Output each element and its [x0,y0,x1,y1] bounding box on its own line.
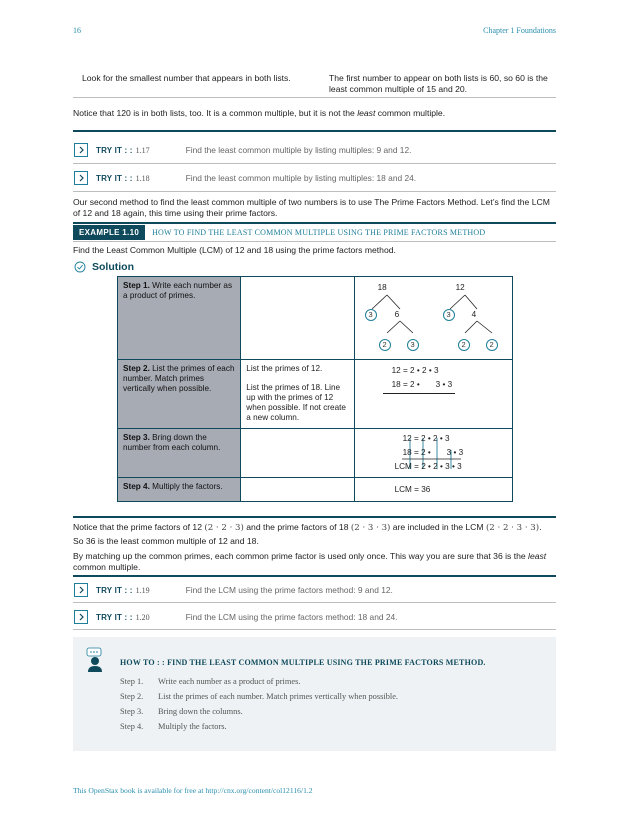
bring-down-cell [354,429,512,478]
try-it-label: TRY IT : : [96,145,133,155]
example-title: HOW TO FIND THE LEAST COMMON MULTIPLE USING THE PRIME FACTORS METHOD [152,228,486,237]
equation: 18 = 2 • 3 • 3 [391,380,453,389]
footer-link[interactable]: This OpenStax book is available for free at http://cnx.org/content/col12116/1.2 [73,786,313,795]
table-cell-right: The first number to appear on both lists is 60, so 60 is the least common multiple of 15 and 20. [329,73,548,94]
steps-table [117,276,513,502]
try-it-question: Find the LCM using the prime factors method: 18 and 24. [185,612,398,622]
table-row [118,478,513,502]
try-it-1-18[interactable] [74,171,416,185]
divider [73,602,556,603]
tree-node: 6 [394,310,400,319]
tree-node: 4 [471,310,477,319]
table-row [118,429,513,478]
list-item: Step 4. Multiply the factors. [120,722,227,731]
factor-tree-cell [354,277,512,360]
table-cell-left: Look for the smallest number that appears in both lists. [82,73,291,83]
example-header [73,225,485,240]
divider [73,191,556,192]
chevron-right-icon [74,143,88,157]
try-it-label: TRY IT : : [96,612,133,622]
prime-list-cell [354,360,512,429]
multiply-cell [354,478,512,502]
chevron-right-icon [74,583,88,597]
try-it-label: TRY IT : : [96,585,133,595]
prime-circle: 3 [443,309,455,321]
chevron-right-icon [74,610,88,624]
try-it-number: 1.18 [135,173,150,183]
step-middle-cell [241,429,354,478]
divider [73,516,556,518]
divider [73,575,556,577]
try-it-1-20[interactable] [74,610,398,624]
equation: 18 = 2 • 3 • 3 [402,448,464,457]
prime-circle: 3 [365,309,377,321]
how-to-box [73,637,556,751]
try-it-1-17[interactable] [74,143,411,157]
tree-root-18: 18 [377,283,387,292]
try-it-number: 1.17 [135,145,150,155]
try-it-number: 1.20 [135,612,150,622]
table-row [118,277,513,360]
try-it-label: TRY IT : : [96,173,133,183]
step-middle-cell: List the primes of 12. List the primes of 18. Line up with the primes of 12 when possible. If not create a new column. [241,360,354,429]
divider [73,97,556,98]
solution-heading [74,261,134,273]
tree-root-12: 12 [455,283,465,292]
step-middle-cell [241,478,354,502]
example-prompt: Find the Least Common Multiple (LCM) of 12 and 18 using the prime factors method. [73,245,396,255]
equation: LCM = 36 [394,485,431,494]
divider [73,241,556,242]
step-middle-cell [241,277,354,360]
how-to-steps [120,677,398,737]
example-badge: EXAMPLE 1.10 [73,225,145,240]
notice-paragraph-3: So 36 is the least common multiple of 12 and 18. [73,536,259,546]
step-cell: Step 2. List the primes of each number. Match primes vertically when possible. [118,360,241,429]
step-cell: Step 1. Write each number as a product of primes. [118,277,241,360]
solution-label: Solution [92,261,134,273]
table-row [118,360,513,429]
equation: LCM = 2 • 2 • 3 • 3 [394,462,462,471]
list-item: Step 1. Write each number as a product of primes. [120,677,301,686]
try-it-1-19[interactable] [74,583,393,597]
try-it-question: Find the least common multiple by listing multiples: 9 and 12. [185,145,412,155]
prime-circle: 3 [407,339,419,351]
person-icon [85,647,105,678]
divider [73,130,556,132]
second-method-paragraph: Our second method to find the least common multiple of two numbers is to use The Prime Factors Method. Let’s find the LCM of 12 and 18 again, this time using their prime factors. [73,197,550,218]
equation: 12 = 2 • 2 • 3 [391,366,439,375]
divider [73,629,556,630]
try-it-question: Find the LCM using the prime factors method: 9 and 12. [185,585,393,595]
try-it-question: Find the least common multiple by listing multiples: 18 and 24. [185,173,417,183]
prime-circle: 2 [379,339,391,351]
chevron-right-icon [74,171,88,185]
notice-paragraph-4: By matching up the common primes, each common prime factor is used only once. This way you are sure that 36 is the least common multiple. [73,551,547,572]
prime-circle: 2 [486,339,498,351]
page-number: 16 [73,26,81,35]
notice-paragraph-2: Notice that the prime factors of 12 (2 · 2 · 3) and the prime factors of 18 (2 · 3 · 3) are included in the LCM (2 · 2 · 3 · 3). [73,522,542,533]
notice-paragraph-1: Notice that 120 is in both lists, too. It is a common multiple, but it is not the least common multiple. [73,108,446,118]
step-cell: Step 3. Bring down the number from each column. [118,429,241,478]
chapter-title: Chapter 1 Foundations [483,26,556,35]
list-item: Step 3. Bring down the columns. [120,707,243,716]
divider [73,222,556,224]
underline [383,393,455,394]
equation: 12 = 2 • 2 • 3 [402,434,450,443]
step-cell: Step 4. Multiply the factors. [118,478,241,502]
how-to-title: HOW TO : : FIND THE LEAST COMMON MULTIPLE USING THE PRIME FACTORS METHOD. [120,658,486,667]
try-it-number: 1.19 [135,585,150,595]
divider [73,163,556,164]
prime-circle: 2 [458,339,470,351]
check-circle-icon [74,261,86,273]
list-item: Step 2. List the primes of each number. Match primes vertically when possible. [120,692,399,701]
